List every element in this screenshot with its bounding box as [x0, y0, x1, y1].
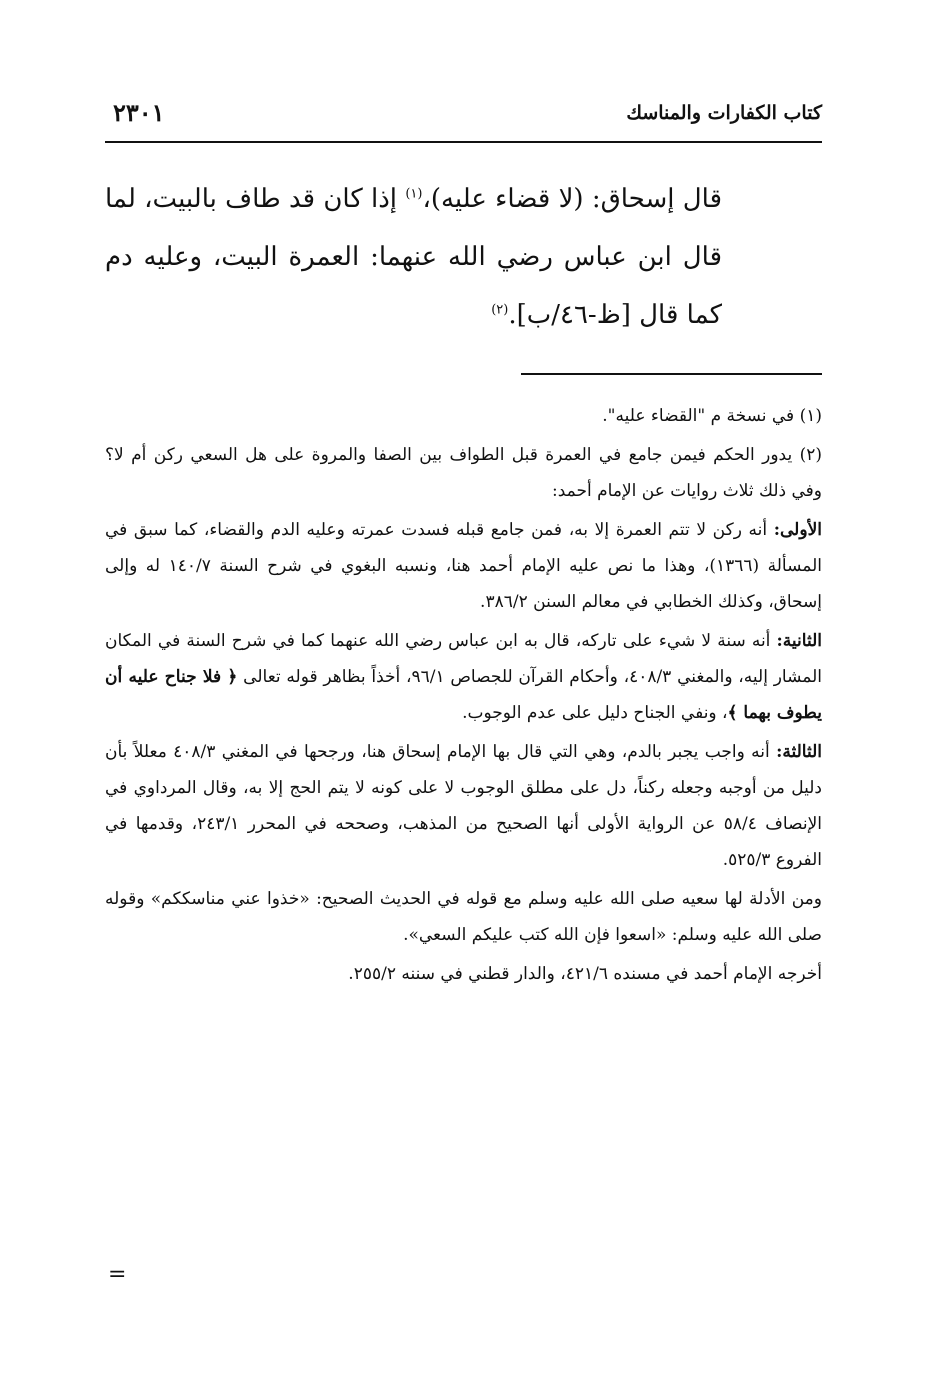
second-label: الثانية: [776, 631, 822, 651]
quran-verse: ﴿ فلا جناح عليه أن يطوف بهما ﴾ [105, 667, 822, 723]
page-header [105, 96, 822, 136]
footnote-separator [521, 373, 822, 375]
main-text-part2: إذا كان قد طاف بالبيت، لما قال ابن عباس رضي الله عنهما: العمرة البيت، وعليه دم كما قال [ظ-٤٦/ب]. [105, 184, 722, 330]
footnote-ref-2: (٢) [491, 302, 509, 318]
continuation-mark: = [108, 1262, 127, 1287]
footnote-ref-1: (١) [405, 186, 423, 202]
second-text-b: ، ونفي الجناح دليل على عدم الوجوب. [462, 703, 728, 723]
main-paragraph [105, 170, 722, 344]
running-title: كتاب الكفارات والمناسك [626, 102, 822, 124]
footnote-2-first [105, 512, 822, 620]
first-text: أنه ركن لا تتم العمرة إلا به، فمن جامع قبله فسدت عمرته وعليه الدم والقضاء، كما سبق في المسألة (١٣٦٦)، وهذا ما نص عليه الإمام أحمد هنا، ونسبه البغوي في شرح السنة ١٤٠/٧ له وإلى إسحاق، وكذلك الخطابي في معالم السنن ٣٨٦/٢. [105, 520, 822, 612]
third-text: أنه واجب يجبر بالدم، وهي التي قال بها الإمام إسحاق هنا، ورجحها في المغني ٤٠٨/٣ معللاً بأن دليل من أوجبه وجعله ركناً، دل على مطلق الوجوب لا على كونه لا يتم الحج إلا به، وقال المرداوي في الإنصاف ٥٨/٤ عن الرواية الأولى أنها الصحيح من المذهب، وصححه في المحرر ٢٤٣/١، وقدمها في الفروع ٥٢٥/٣. [105, 742, 822, 870]
footnotes [105, 398, 822, 995]
page-number: ٢٣٠١ [113, 98, 165, 127]
main-text [105, 170, 722, 344]
header-rule [105, 141, 822, 143]
third-label: الثالثة: [776, 742, 822, 762]
footnote-2-source: أخرجه الإمام أحمد في مسنده ٤٢١/٦، والدار قطني في سننه ٢٥٥/٢. [348, 964, 822, 984]
footnote-2-evidence: ومن الأدلة لها سعيه صلى الله عليه وسلم مع قوله في الحديث الصحيح: «خذوا عني مناسككم» وقوله صلى الله عليه وسلم: «اسعوا فإن الله كتب عليكم السعي». [105, 889, 822, 945]
footnote-1: (١) في نسخة م "القضاء عليه". [602, 406, 822, 426]
first-label: الأولى: [773, 520, 822, 540]
footnote-2-third [105, 734, 822, 878]
main-text-part1: قال إسحاق: (لا قضاء عليه)، [422, 184, 722, 214]
footnote-2-intro: (٢) يدور الحكم فيمن جامع في العمرة قبل الطواف بين الصفا والمروة على هل السعي ركن أم لا؟ وفي ذلك ثلاث روايات عن الإمام أحمد: [105, 445, 822, 501]
footnote-2-second [105, 623, 822, 731]
second-text-a: أنه سنة لا شيء على تاركه، قال به ابن عباس رضي الله عنهما كما في شرح السنة في المكان المشار إليه، والمغني ٤٠٨/٣، وأحكام القرآن للجصاص ٩٦/١، أخذاً بظاهر قوله تعالى [105, 631, 823, 687]
